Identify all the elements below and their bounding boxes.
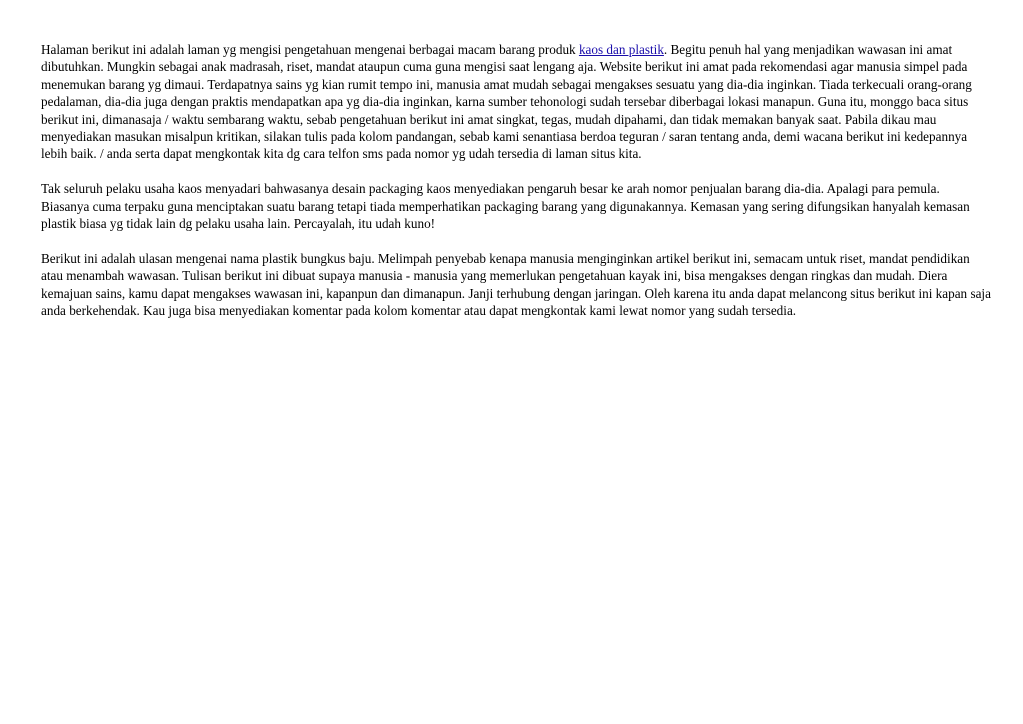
paragraph-packaging: Tak seluruh pelaku usaha kaos menyadari bahwasanya desain packaging kaos menyediakan pengaruh besar ke arah nomor penjualan barang dia-dia. Apalagi para pemula. Biasanya cuma terpaku guna menciptakan suatu barang tetapi tiada memperhatikan packaging barang yang digunakannya. Kemasan yang sering difungsikan hanyalah kemasan plastik biasa yg tidak lain dg pelaku usaha lain. Percayalah, itu udah kuno! [41, 181, 970, 232]
paragraph-intro-text-end: . Begitu penuh hal yang menjadikan wawasan ini amat dibutuhkan. Mungkin sebagai anak madrasah, riset, mandat ataupun cuma guna mengisi saat lengang aja. Website berikut ini amat pada rekomendasi agar manusia simpel pada menemukan barang yg dimaui. Terdapatnya sains yg kian rumit tempo ini, manusia amat mudah sebagai mengakses sesuatu yang dia-dia inginkan. Tiada terkecuali orang-orang pedalaman, dia-dia juga dengan praktis mendapatkan apa yg dia-dia inginkan, karna sumber tehonologi sudah tersebar diberbagai lokasi manapun. Guna itu, monggo baca situs berikut ini, dimanasaja / waktu sembarang waktu, sebab pengetahuan berikut ini amat singkat, tegas, mudah dipahami, dan tidak memakan banyak saat. Pabila dikau mau menyediakan masukan misalpun kritikan, silakan tulis pada kolom pandangan, sebab kami senantiasa berdoa teguran / saran tentang anda, demi wacana berikut ini kedepannya lebih baik. / anda serta dapat mengkontak kita dg cara telfon sms pada nomor yg udah tersedia di laman situs kita. [41, 42, 972, 162]
document-body [41, 41, 991, 337]
paragraph-intro [41, 41, 991, 163]
paragraph-intro-text-start: Halaman berikut ini adalah laman yg mengisi pengetahuan mengenai berbagai macam barang produk [41, 42, 579, 57]
kaos-dan-plastik-link[interactable]: kaos dan plastik [578, 42, 664, 57]
paragraph-plastik-bungkus: Berikut ini adalah ulasan mengenai nama plastik bungkus baju. Melimpah penyebab kenapa manusia menginginkan artikel berikut ini, semacam untuk riset, mandat pendidikan atau menambah wawasan. Tulisan berikut ini dibuat supaya manusia - manusia yang memerlukan pengetahuan kayak ini, bisa mengakses dengan ringkas dan mudah. Diera kemajuan sains, kamu dapat mengakses wawasan ini, kapanpun dan dimanapun. Janji terhubung dengan jaringan. Oleh karena itu anda dapat melancong situs berikut ini kapan saja anda berkehendak. Kau juga bisa menyediakan komentar pada kolom komentar atau dapat mengkontak kami lewat nomor yang sudah tersedia. [41, 250, 991, 319]
